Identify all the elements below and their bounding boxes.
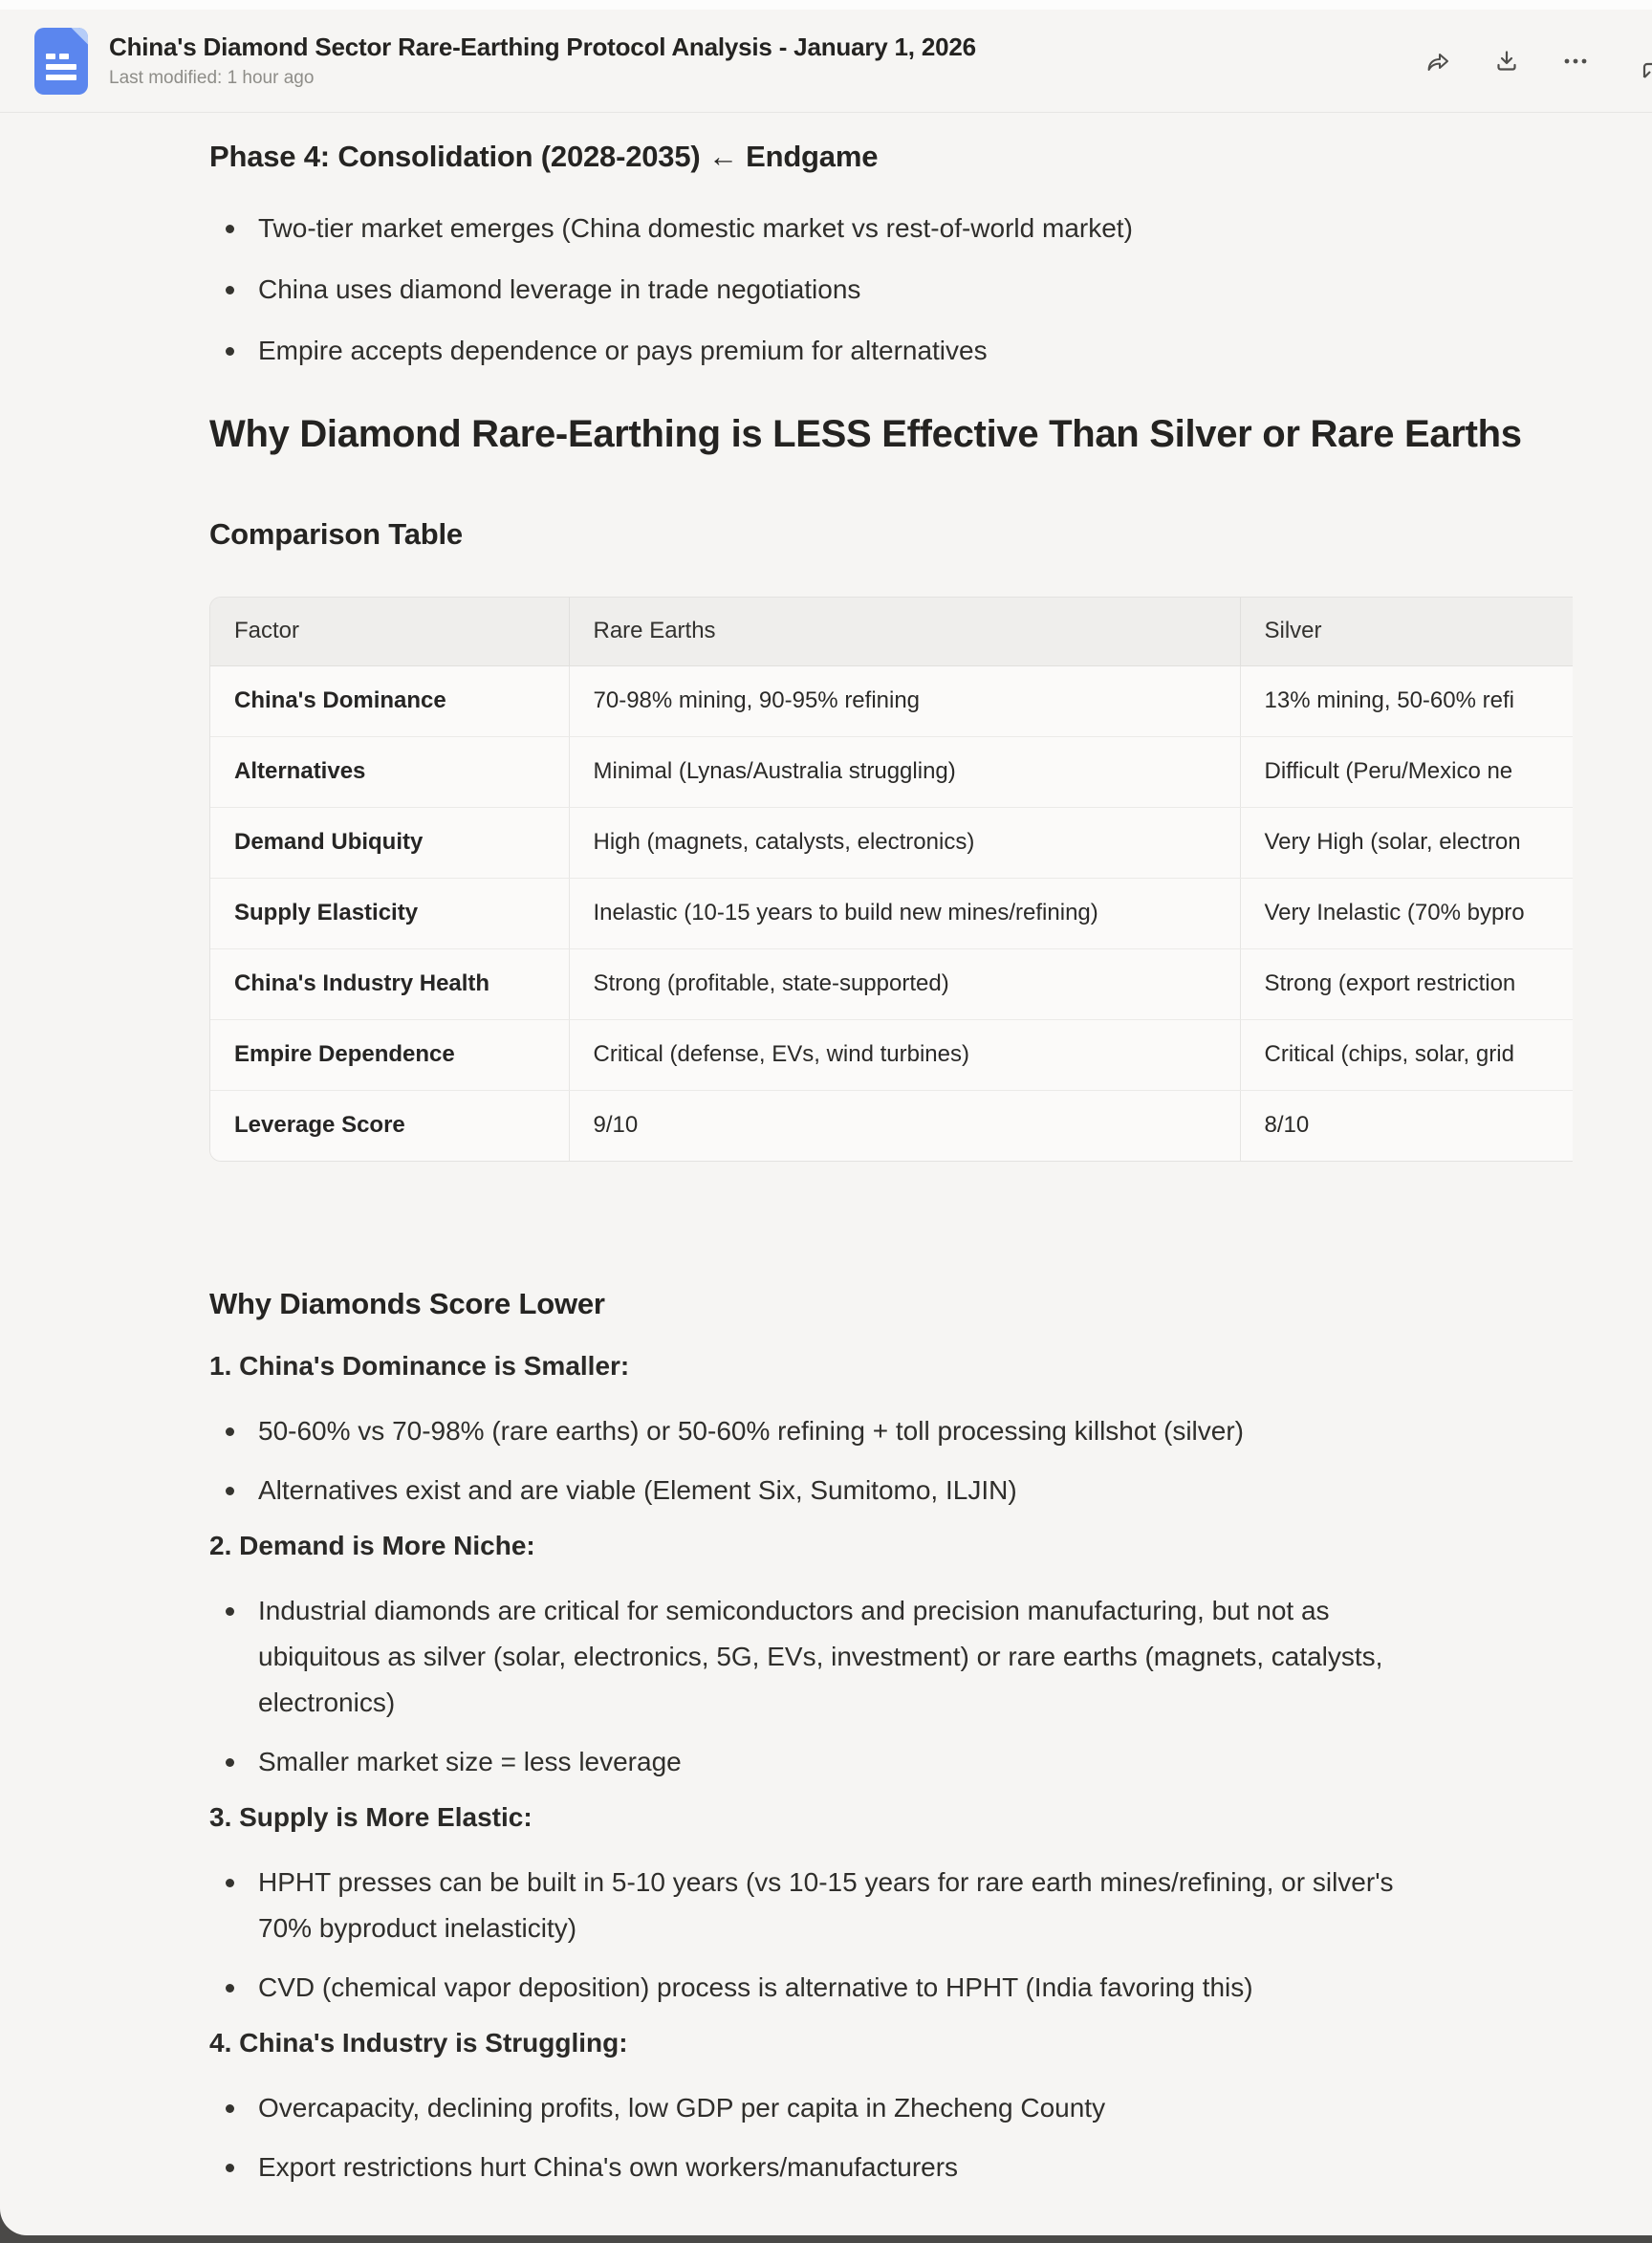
document-icon-fold (71, 28, 88, 45)
main-heading: Why Diamond Rare-Earthing is LESS Effective Than Silver or Rare Earths (209, 413, 1522, 455)
reason-section-1 (209, 1347, 1614, 1513)
list-item: Overcapacity, declining profits, low GDP per capita in Zhecheng County (209, 2085, 1443, 2131)
table-row: Leverage Score 9/10 8/10 (210, 1090, 1573, 1161)
section-title: 4. China's Industry is Struggling: (209, 2028, 628, 2058)
list-item: China uses diamond leverage in trade negotiations (209, 268, 1443, 312)
comparison-table-heading: Comparison Table (209, 517, 463, 551)
list-item: Export restrictions hurt China's own workers/manufacturers (209, 2145, 1443, 2190)
reason-section-2 (209, 1527, 1614, 1785)
list-item: Alternatives exist and are viable (Element Six, Sumitomo, ILJIN) (209, 1468, 1443, 1513)
column-header-factor: Factor (210, 598, 569, 665)
document-body (0, 113, 1652, 2204)
bullet-list (209, 1860, 1443, 2011)
download-icon[interactable] (1493, 48, 1520, 75)
clipped-edge-icon[interactable] (1641, 59, 1652, 82)
last-modified-label: Last modified: 1 hour ago (109, 68, 315, 88)
share-icon[interactable] (1424, 48, 1451, 75)
table-row: China's Industry Health Strong (profitable, state-supported) Strong (export restriction (210, 948, 1573, 1019)
column-header-rare-earths: Rare Earths (569, 598, 1240, 665)
phase-bullet-list (209, 207, 1443, 373)
list-item: CVD (chemical vapor deposition) process is alternative to HPHT (India favoring this) (209, 1965, 1443, 2011)
bullet-list (209, 2085, 1443, 2190)
table-header-row (210, 598, 1573, 665)
reason-section-3 (209, 1798, 1614, 2011)
section-title: 2. Demand is More Niche: (209, 1531, 535, 1560)
preview-header (0, 10, 1652, 113)
table-row: Empire Dependence Critical (defense, EVs, wind turbines) Critical (chips, solar, grid (210, 1019, 1573, 1090)
document-title: China's Diamond Sector Rare-Earthing Protocol Analysis - January 1, 2026 (109, 33, 976, 61)
list-item: HPHT presses can be built in 5-10 years (vs 10-15 years for rare earth mines/refining, or silver's 70% byproduct inelasticity) (209, 1860, 1443, 1951)
score-lower-heading: Why Diamonds Score Lower (209, 1287, 605, 1320)
bottom-panel-edge (0, 2235, 1652, 2243)
section-title: 1. China's Dominance is Smaller: (209, 1351, 630, 1381)
table-row: Supply Elasticity Inelastic (10-15 years to build new mines/refining) Very Inelastic (70% bypro (210, 878, 1573, 948)
more-icon[interactable] (1562, 48, 1589, 75)
list-item: Two-tier market emerges (China domestic market vs rest-of-world market) (209, 207, 1443, 250)
list-item: 50-60% vs 70-98% (rare earths) or 50-60% refining + toll processing killshot (silver) (209, 1408, 1443, 1454)
list-item: Smaller market size = less leverage (209, 1739, 1443, 1785)
bullet-list (209, 1408, 1443, 1513)
header-actions (1424, 48, 1589, 75)
list-item: Industrial diamonds are critical for semiconductors and precision manufacturing, but not as ubiquitous as silver (solar, electronics, 5G, EVs, investment) or rare earths (magnets, catalysts, electronics) (209, 1588, 1443, 1726)
reason-section-4 (209, 2024, 1614, 2190)
document-icon (34, 28, 88, 95)
list-item: Empire accepts dependence or pays premium for alternatives (209, 329, 1443, 373)
bullet-list (209, 1588, 1443, 1785)
column-header-silver: Silver (1240, 598, 1573, 665)
table-row: China's Dominance 70-98% mining, 90-95% refining 13% mining, 50-60% refi (210, 665, 1573, 736)
window-top-strip (0, 0, 1652, 10)
section-title: 3. Supply is More Elastic: (209, 1802, 533, 1832)
phase-4-heading: Phase 4: Consolidation (2028-2035) ← Endgame (209, 140, 879, 173)
table-row: Alternatives Minimal (Lynas/Australia struggling) Difficult (Peru/Mexico ne (210, 736, 1573, 807)
header-text (109, 31, 1424, 91)
comparison-table (209, 597, 1573, 1162)
table-row: Demand Ubiquity High (magnets, catalysts, electronics) Very High (solar, electron (210, 807, 1573, 878)
